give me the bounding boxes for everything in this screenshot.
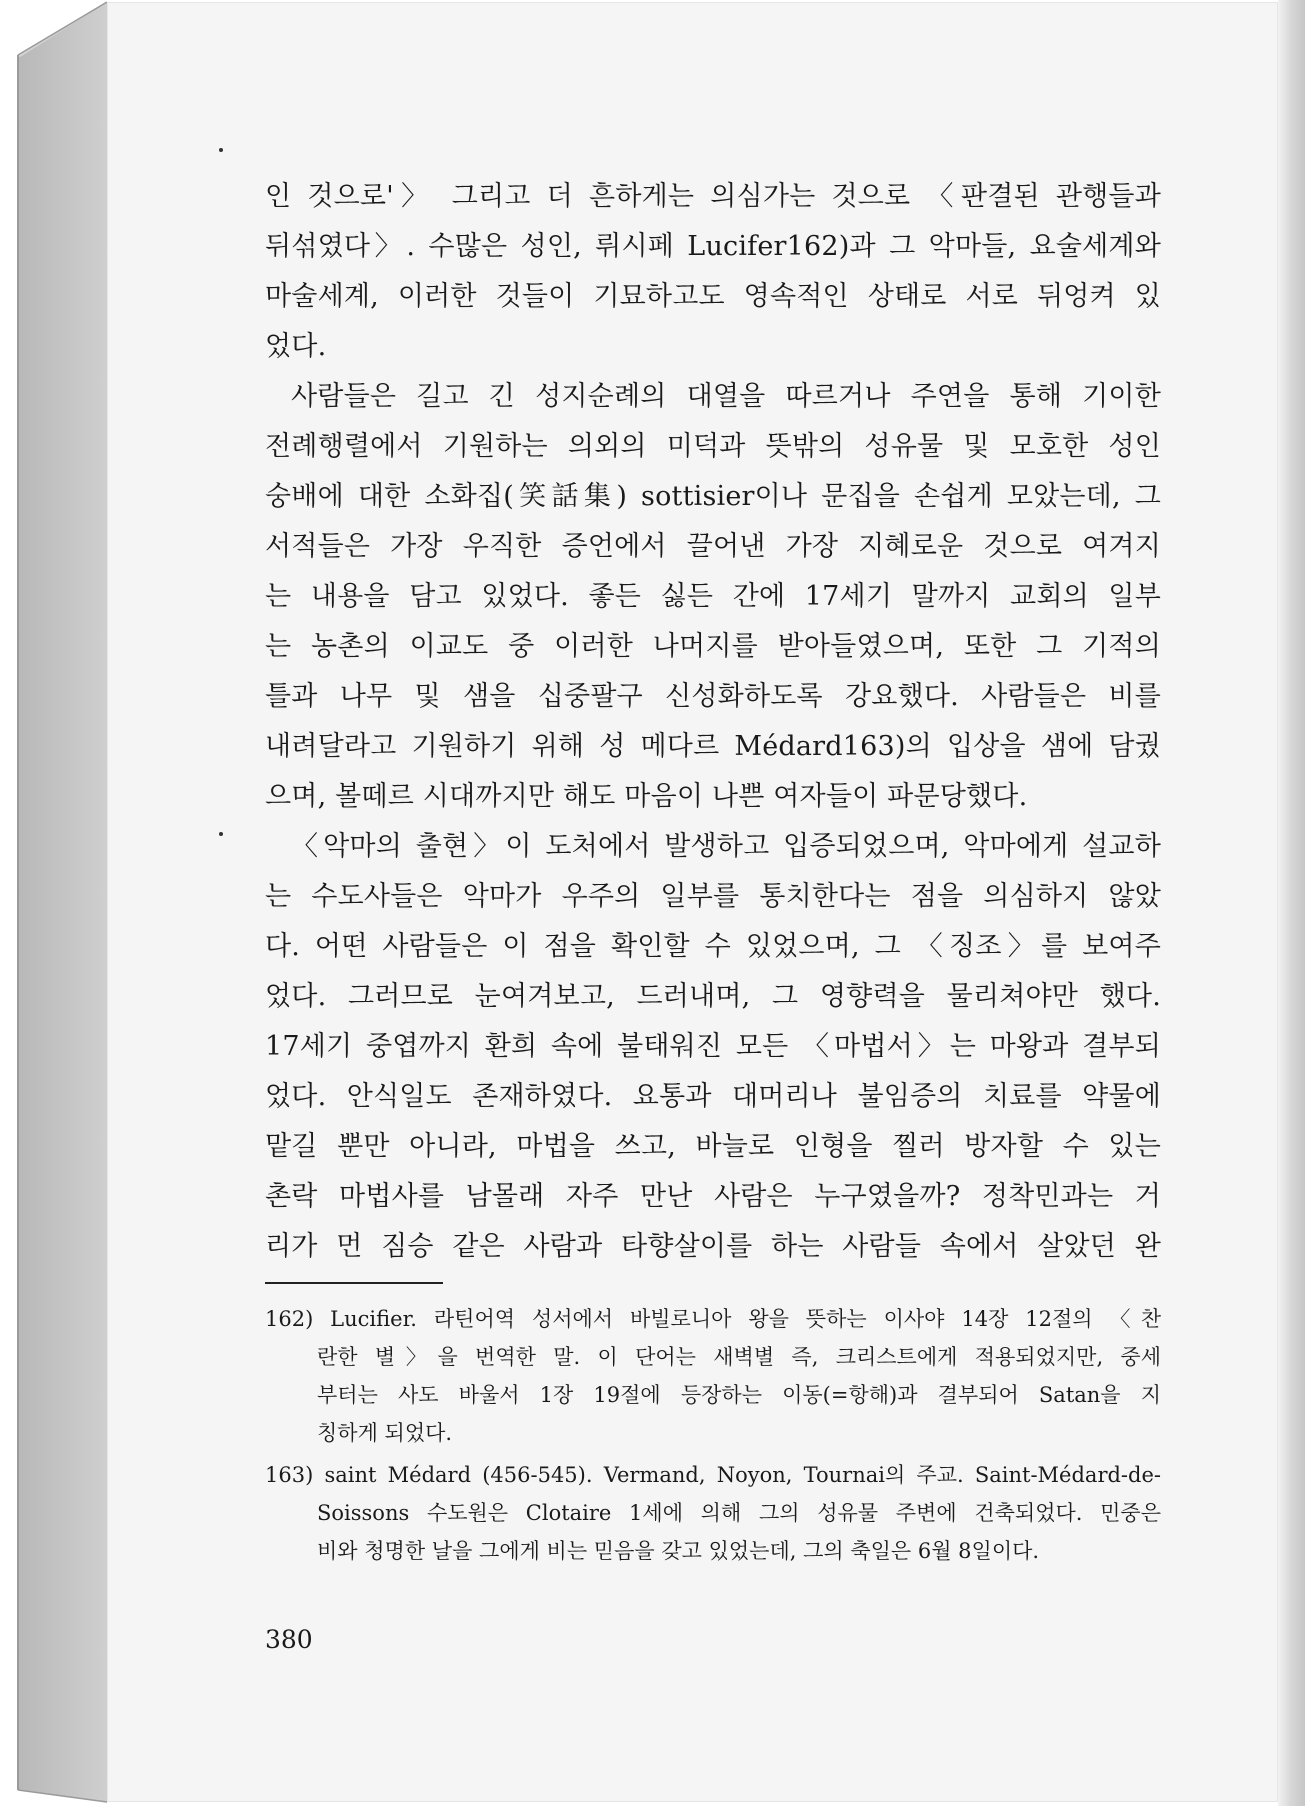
page-right-shadow (1278, 0, 1305, 1806)
stray-dot-mark (219, 832, 223, 836)
body-line: 마술세계, 이러한 것들이 기묘하고도 영속적인 상태로 서로 뒤엉켜 있 (265, 281, 1161, 312)
footnote-line: 162) Lucifier. 라틴어역 성서에서 바빌로니아 왕을 뜻하는 이사야 14장 12절의 〈찬 (265, 1307, 1161, 1331)
body-line: 는 농촌의 이교도 중 이러한 나머지를 받아들였으며, 또한 그 기적의 (265, 631, 1161, 662)
body-line: 리가 먼 짐승 같은 사람과 타향살이를 하는 사람들 속에서 살았던 완 (265, 1231, 1161, 1262)
footnote-line: 란한 별〉을 번역한 말. 이 단어는 새벽별 즉, 크리스트에게 적용되었지만, 중세 (317, 1345, 1161, 1369)
body-line: 인 것으로'〉 그리고 더 흔하게는 의심가는 것으로 〈판결된 관행들과 (265, 181, 1161, 212)
footnote-line: 비와 청명한 날을 그에게 비는 믿음을 갖고 있었는데, 그의 축일은 6월 8일이다. (317, 1539, 1040, 1563)
footnote-line: 부터는 사도 바울서 1장 19절에 등장하는 이동(=항해)과 결부되어 Satan을 지 (317, 1383, 1161, 1407)
footnote-line: 163) saint Médard (456-545). Vermand, Noyon, Tournai의 주교. Saint-Médard-de- (265, 1463, 1161, 1487)
body-line: 숭배에 대한 소화집(笑話集) sottisier이나 문집을 손쉽게 모았는데, 그 (265, 481, 1161, 512)
footnote-162 (265, 1300, 1161, 1452)
footnote-line: 칭하게 되었다. (317, 1421, 453, 1445)
body-line: 뒤섞였다〉. 수많은 성인, 뤼시페 Lucifer162)과 그 악마들, 요술세계와 (265, 231, 1161, 262)
body-line: 틀과 나무 및 샘을 십중팔구 신성화하도록 강요했다. 사람들은 비를 (265, 681, 1161, 712)
body-line: 촌락 마법사를 남몰래 자주 만난 사람은 누구였을까? 정착민과는 거 (265, 1181, 1161, 1212)
body-line: 전례행렬에서 기원하는 의외의 미덕과 뜻밖의 성유물 및 모호한 성인 (265, 431, 1161, 462)
footnote-divider (265, 1282, 443, 1284)
page-number: 380 (265, 1625, 313, 1654)
body-line: 17세기 중엽까지 환희 속에 불태워진 모든 〈마법서〉는 마왕과 결부되 (265, 1031, 1161, 1062)
body-line: 는 수도사들은 악마가 우주의 일부를 통치한다는 점을 의심하지 않았 (265, 881, 1161, 912)
body-line: 었다. 안식일도 존재하였다. 요통과 대머리나 불임증의 치료를 약물에 (265, 1081, 1161, 1112)
body-line: 다. 어떤 사람들은 이 점을 확인할 수 있었으며, 그 〈징조〉를 보여주 (265, 931, 1161, 962)
body-line: 었다. (265, 331, 327, 362)
body-line: 서적들은 가장 우직한 증언에서 끌어낸 가장 지혜로운 것으로 여겨지 (265, 531, 1161, 562)
footnote-line: Soissons 수도원은 Clotaire 1세에 의해 그의 성유물 주변에 건축되었다. 민중은 (317, 1501, 1161, 1525)
paragraph-first-line: 사람들은 길고 긴 성지순례의 대열을 따르거나 주연을 통해 기이한 (291, 381, 1161, 412)
footnotes (265, 1300, 1161, 1574)
paragraph-first-line: 〈악마의 출현〉이 도처에서 발생하고 입증되었으며, 악마에게 설교하 (291, 831, 1161, 862)
body-line: 었다. 그러므로 눈여겨보고, 드러내며, 그 영향력을 물리쳐야만 했다. (265, 981, 1161, 1012)
footnote-163 (265, 1456, 1161, 1570)
stray-dot-mark (219, 148, 223, 152)
body-line: 으며, 볼떼르 시대까지만 해도 마음이 나쁜 여자들이 파문당했다. (265, 781, 1028, 812)
body-line: 내려달라고 기원하기 위해 성 메다르 Médard163)의 입상을 샘에 담궜 (265, 731, 1161, 762)
body-text (265, 172, 1161, 1272)
body-line: 맡길 뿐만 아니라, 마법을 쓰고, 바늘로 인형을 찔러 방자할 수 있는 (265, 1131, 1161, 1162)
body-line: 는 내용을 담고 있었다. 좋든 싫든 간에 17세기 말까지 교회의 일부 (265, 581, 1161, 612)
